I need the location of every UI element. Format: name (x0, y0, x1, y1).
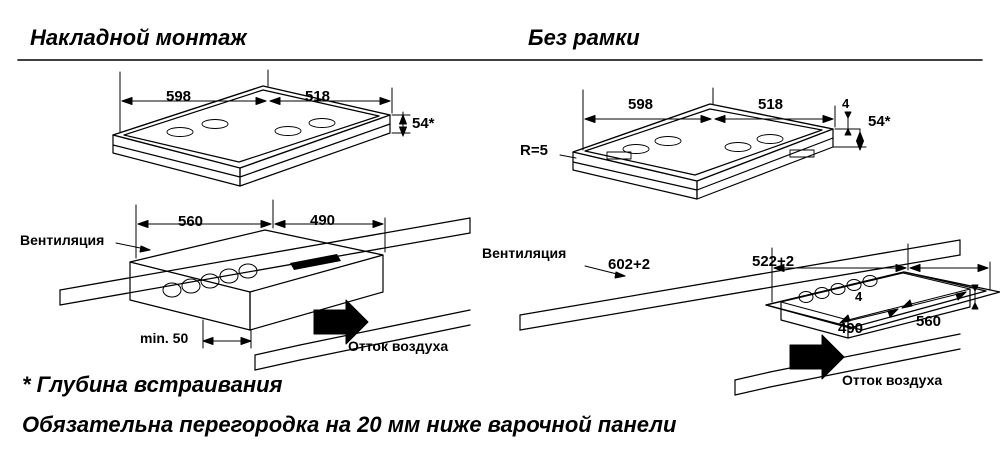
label-left-ventilation: Вентиляция (20, 232, 105, 248)
dim-right-cut-width: 602+2 (608, 256, 651, 273)
dim-right-top-height: 54* (868, 113, 891, 130)
dim-right-cut-depth: 522+2 (752, 253, 795, 270)
footnote-partition: Обязательна перегородка на 20 мм ниже варочной панели (22, 412, 677, 437)
dim-right-cut-edge: 4 (855, 289, 863, 304)
left-panel-title: Накладной монтаж (30, 25, 247, 50)
footnote-depth: * Глубина встраивания (22, 372, 283, 397)
dim-right-inner-width: 490 (838, 320, 864, 337)
dim-left-top-width: 598 (166, 88, 192, 105)
dim-left-top-depth: 518 (305, 88, 331, 105)
label-right-airflow: Отток воздуха (842, 372, 943, 388)
dim-right-top-width: 598 (628, 96, 654, 113)
right-top-dimensions (560, 88, 866, 158)
dim-left-cut-width: 560 (178, 213, 204, 230)
left-top-dimensions (120, 70, 410, 136)
dim-left-cut-depth: 490 (310, 212, 336, 229)
dim-right-top-depth: 518 (758, 96, 784, 113)
right-panel-title: Без рамки (528, 25, 640, 50)
dim-right-inner-depth: 560 (916, 313, 942, 330)
label-right-ventilation: Вентиляция (482, 245, 567, 261)
right-airflow-arrow (790, 335, 844, 379)
dim-left-top-height: 54* (412, 115, 435, 132)
dim-left-min: min. 50 (140, 330, 189, 346)
dim-right-top-edge: 4 (842, 96, 850, 111)
dim-right-radius: R=5 (520, 142, 548, 159)
label-left-airflow: Отток воздуха (348, 338, 449, 354)
